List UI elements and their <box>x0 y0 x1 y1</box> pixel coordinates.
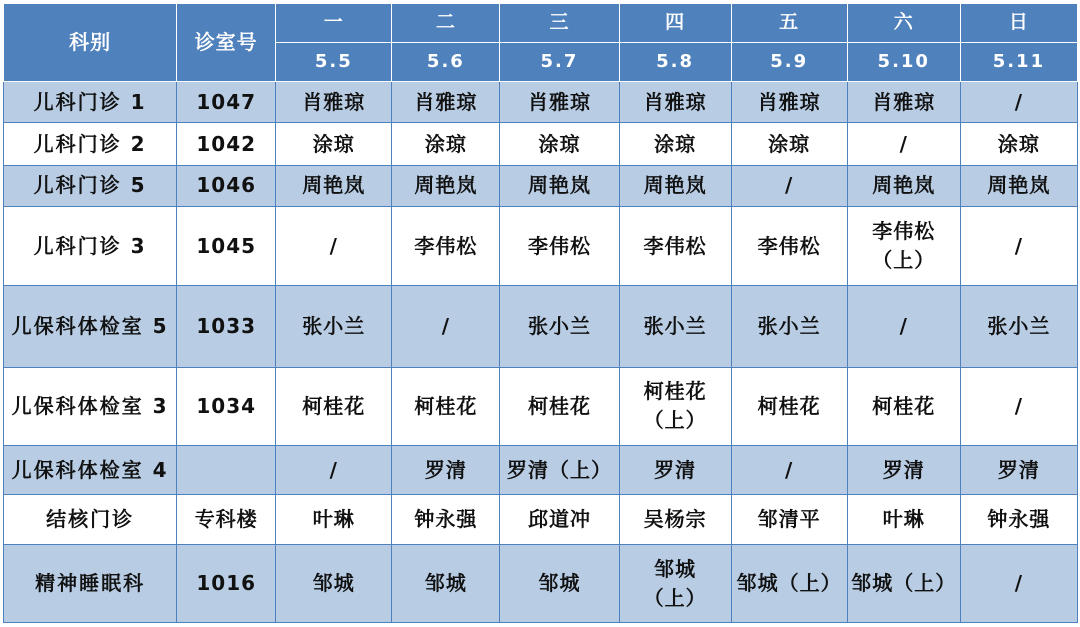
doctor-cell <box>847 545 960 623</box>
doctor-name: 涂琼 <box>654 131 697 156</box>
table-row <box>4 285 1078 367</box>
doctor-cell <box>392 494 500 544</box>
doctor-name: 涂琼 <box>312 131 355 156</box>
day-header: 一 <box>276 4 392 43</box>
doctor-cell <box>960 367 1077 446</box>
doctor-name: 周艳岚 <box>643 173 707 198</box>
doctor-name: 涂琼 <box>538 131 581 156</box>
doctor-name: 肖雅琼 <box>527 89 591 114</box>
doctor-cell <box>392 207 500 286</box>
doctor-name: 肖雅琼 <box>302 89 366 114</box>
doctor-name: 肖雅琼 <box>757 89 821 114</box>
dept-cell: 儿保科体检室 5 <box>4 285 177 367</box>
doctor-cell <box>847 165 960 206</box>
day-header: 日 <box>960 4 1077 43</box>
date-header: 5.11 <box>960 43 1077 82</box>
dept-cell: 儿保科体检室 4 <box>4 446 177 494</box>
doctor-cell <box>392 165 500 206</box>
dept-cell: 儿科门诊 2 <box>4 123 177 165</box>
doctor-name: 李伟松 <box>643 233 707 258</box>
doctor-name: 涂琼 <box>768 131 811 156</box>
doctor-cell <box>731 494 847 544</box>
dept-cell: 儿保科体检室 3 <box>4 367 177 446</box>
doctor-cell <box>276 165 392 206</box>
room-cell: 1045 <box>177 207 276 286</box>
doctor-name: / <box>1014 393 1024 418</box>
doctor-name: 邹清平 <box>757 506 821 531</box>
doctor-cell <box>619 446 731 494</box>
table-row <box>4 545 1078 623</box>
table-row <box>4 82 1078 123</box>
room-cell <box>177 446 276 494</box>
doctor-name: / <box>329 457 338 482</box>
doctor-cell <box>276 285 392 367</box>
doctor-cell <box>619 82 731 123</box>
doctor-name: 肖雅琼 <box>643 89 707 114</box>
table-row <box>4 446 1078 494</box>
doctor-name: 周艳岚 <box>527 173 591 198</box>
schedule-table <box>3 3 1078 623</box>
doctor-cell <box>619 285 731 367</box>
doctor-name: / <box>329 233 338 258</box>
doctor-name: 周艳岚 <box>414 173 478 198</box>
doctor-cell <box>276 494 392 544</box>
dept-cell: 儿科门诊 5 <box>4 165 177 206</box>
doctor-cell <box>619 494 731 544</box>
doctor-name: 李伟松 （上） <box>872 219 936 272</box>
doctor-cell <box>731 207 847 286</box>
doctor-name: 柯桂花 <box>527 393 591 418</box>
doctor-name: 张小兰 <box>643 313 707 338</box>
table-row <box>4 494 1078 544</box>
doctor-name: 邹城（上） <box>736 571 842 596</box>
doctor-cell <box>500 545 619 623</box>
table-row <box>4 165 1078 206</box>
day-header: 六 <box>847 4 960 43</box>
doctor-name: / <box>1014 233 1024 258</box>
doctor-name: 柯桂花 <box>414 393 478 418</box>
doctor-cell <box>960 285 1077 367</box>
doctor-cell <box>847 446 960 494</box>
room-cell: 1046 <box>177 165 276 206</box>
table-row <box>4 367 1078 446</box>
doctor-name: / <box>899 131 908 156</box>
doctor-cell <box>276 207 392 286</box>
doctor-cell <box>392 545 500 623</box>
doctor-name: 罗清 <box>882 457 925 482</box>
doctor-cell <box>500 367 619 446</box>
date-header: 5.9 <box>731 43 847 82</box>
room-cell: 1042 <box>177 123 276 165</box>
day-header: 四 <box>619 4 731 43</box>
doctor-cell <box>392 123 500 165</box>
doctor-cell <box>731 285 847 367</box>
doctor-cell <box>847 285 960 367</box>
doctor-cell <box>960 207 1077 286</box>
doctor-name: 罗清（上） <box>506 457 612 482</box>
date-header: 5.5 <box>276 43 392 82</box>
doctor-cell <box>500 82 619 123</box>
doctor-cell <box>500 494 619 544</box>
doctor-name: 李伟松 <box>414 233 478 258</box>
doctor-name: 柯桂花 <box>872 393 936 418</box>
doctor-cell <box>731 446 847 494</box>
day-header: 三 <box>500 4 619 43</box>
doctor-cell <box>960 494 1077 544</box>
doctor-cell <box>619 367 731 446</box>
doctor-name: 周艳岚 <box>987 173 1051 198</box>
doctor-cell <box>960 545 1077 623</box>
doctor-cell <box>619 545 731 623</box>
date-header: 5.10 <box>847 43 960 82</box>
dept-cell: 结核门诊 <box>4 494 177 544</box>
doctor-name: 叶琳 <box>882 506 925 531</box>
doctor-name: 周艳岚 <box>872 173 936 198</box>
doctor-name: 吴杨宗 <box>643 506 707 531</box>
doctor-cell <box>731 123 847 165</box>
doctor-cell <box>731 82 847 123</box>
doctor-name: / <box>441 313 451 338</box>
date-header: 5.6 <box>392 43 500 82</box>
doctor-name: 柯桂花 <box>757 393 821 418</box>
doctor-cell <box>276 82 392 123</box>
doctor-cell <box>619 123 731 165</box>
room-column-header: 诊室号 <box>177 4 276 82</box>
doctor-name: 柯桂花 <box>302 393 366 418</box>
doctor-name: 钟永强 <box>987 506 1051 531</box>
dept-cell: 儿科门诊 3 <box>4 207 177 286</box>
room-cell: 1047 <box>177 82 276 123</box>
room-cell: 专科楼 <box>177 494 276 544</box>
doctor-name: 肖雅琼 <box>872 89 936 114</box>
doctor-cell <box>960 165 1077 206</box>
dept-column-header: 科别 <box>4 4 177 82</box>
doctor-name: / <box>1014 571 1024 596</box>
doctor-name: 邹城 <box>538 571 581 596</box>
doctor-cell <box>731 367 847 446</box>
dept-cell: 儿科门诊 1 <box>4 82 177 123</box>
doctor-name: 叶琳 <box>312 506 355 531</box>
doctor-name: 罗清 <box>654 457 697 482</box>
doctor-cell <box>500 446 619 494</box>
doctor-cell <box>392 367 500 446</box>
doctor-cell <box>500 285 619 367</box>
doctor-cell <box>392 82 500 123</box>
doctor-name: / <box>899 313 908 338</box>
doctor-cell <box>960 446 1077 494</box>
table-row <box>4 207 1078 286</box>
doctor-name: 罗清 <box>424 457 467 482</box>
doctor-name: 涂琼 <box>424 131 467 156</box>
doctor-name: 张小兰 <box>527 313 591 338</box>
doctor-name: 邹城 <box>424 571 467 596</box>
doctor-cell <box>500 165 619 206</box>
dept-cell: 精神睡眠科 <box>4 545 177 623</box>
doctor-name: 李伟松 <box>757 233 821 258</box>
doctor-name: 邹城 <box>312 571 355 596</box>
doctor-name: 肖雅琼 <box>414 89 478 114</box>
doctor-name: 周艳岚 <box>302 173 366 198</box>
doctor-name: 邹城（上） <box>851 571 957 596</box>
doctor-name: 罗清 <box>997 457 1040 482</box>
schedule-body <box>4 82 1078 623</box>
doctor-name: 张小兰 <box>987 313 1051 338</box>
doctor-cell <box>276 123 392 165</box>
doctor-cell <box>847 123 960 165</box>
doctor-cell <box>960 82 1077 123</box>
doctor-cell <box>731 165 847 206</box>
doctor-cell <box>731 545 847 623</box>
doctor-cell <box>619 165 731 206</box>
doctor-name: 邱道冲 <box>527 506 591 531</box>
doctor-cell <box>847 207 960 286</box>
doctor-name: / <box>785 457 794 482</box>
day-header: 二 <box>392 4 500 43</box>
doctor-name: 邹城 （上） <box>643 556 707 610</box>
doctor-cell <box>392 446 500 494</box>
doctor-name: 李伟松 <box>527 233 591 258</box>
date-header: 5.7 <box>500 43 619 82</box>
doctor-cell <box>500 207 619 286</box>
doctor-name: 柯桂花 （上） <box>643 379 707 433</box>
doctor-cell <box>276 367 392 446</box>
doctor-name: 张小兰 <box>757 313 821 338</box>
doctor-cell <box>847 494 960 544</box>
doctor-cell <box>276 545 392 623</box>
doctor-name: 钟永强 <box>414 506 478 531</box>
doctor-cell <box>500 123 619 165</box>
doctor-cell <box>392 285 500 367</box>
date-header: 5.8 <box>619 43 731 82</box>
room-cell: 1016 <box>177 545 276 623</box>
room-cell: 1034 <box>177 367 276 446</box>
day-header: 五 <box>731 4 847 43</box>
doctor-cell <box>960 123 1077 165</box>
doctor-name: / <box>785 173 794 198</box>
doctor-cell <box>276 446 392 494</box>
doctor-name: 涂琼 <box>997 131 1040 156</box>
doctor-cell <box>619 207 731 286</box>
doctor-cell <box>847 367 960 446</box>
doctor-name: / <box>1014 89 1024 114</box>
doctor-cell <box>847 82 960 123</box>
doctor-name: 张小兰 <box>302 313 366 338</box>
table-row <box>4 123 1078 165</box>
room-cell: 1033 <box>177 285 276 367</box>
